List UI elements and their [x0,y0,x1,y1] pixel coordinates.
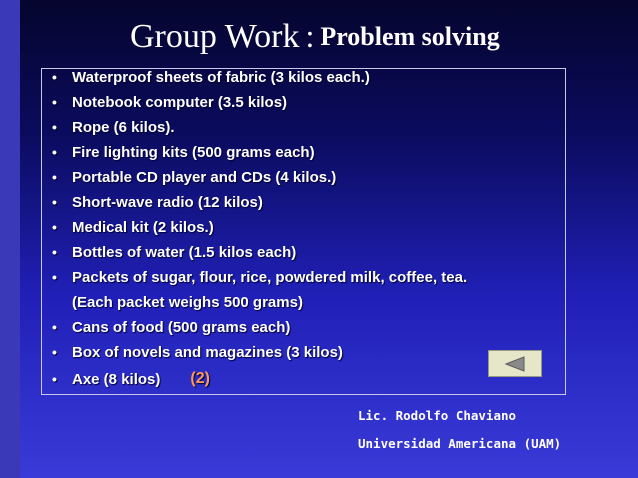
left-pattern-strip [0,0,20,478]
list-item: • Packets of sugar, flour, rice, powdered milk, coffee, tea. [52,269,468,286]
bullet-icon: • [52,344,57,360]
slide-title [130,18,500,56]
bullet-icon: • [52,69,57,85]
left-triangle-icon [504,356,526,372]
item-list [41,68,566,395]
list-item: • Box of novels and magazines (3 kilos) [52,344,343,361]
list-item: • Notebook computer (3.5 kilos) [52,94,288,111]
list-item: • Rope (6 kilos). [52,119,175,136]
page-number: (2) [190,370,210,387]
title-subtitle: Problem solving [320,22,500,51]
list-item: • Medical kit (2 kilos.) [52,219,214,236]
bullet-icon: • [52,371,57,387]
bullet-icon: • [52,119,57,135]
title-main: Group Work [130,18,300,55]
list-item-continuation: (Each packet weighs 500 grams) [72,294,303,311]
bullet-icon: • [52,169,57,185]
list-item: • Cans of food (500 grams each) [52,319,291,336]
bullet-icon: • [52,244,57,260]
list-item: • Short-wave radio (12 kilos) [52,194,263,211]
institution-credit: Universidad Americana (UAM) [358,436,562,451]
list-item: • Fire lighting kits (500 grams each) [52,144,315,161]
bullet-icon: • [52,144,57,160]
title-separator: : [305,18,315,54]
list-item: • Bottles of water (1.5 kilos each) [52,244,297,261]
bullet-icon: • [52,194,57,210]
bullet-icon: • [52,269,57,285]
list-item: • Portable CD player and CDs (4 kilos.) [52,169,337,186]
list-item: • Axe (8 kilos) (2) [52,370,210,388]
bullet-icon: • [52,94,57,110]
bullet-icon: • [52,319,57,335]
list-item: • Waterproof sheets of fabric (3 kilos each.) [52,69,370,86]
bullet-icon: • [52,219,57,235]
back-button[interactable] [488,350,542,377]
author-credit: Lic. Rodolfo Chaviano [358,408,517,423]
